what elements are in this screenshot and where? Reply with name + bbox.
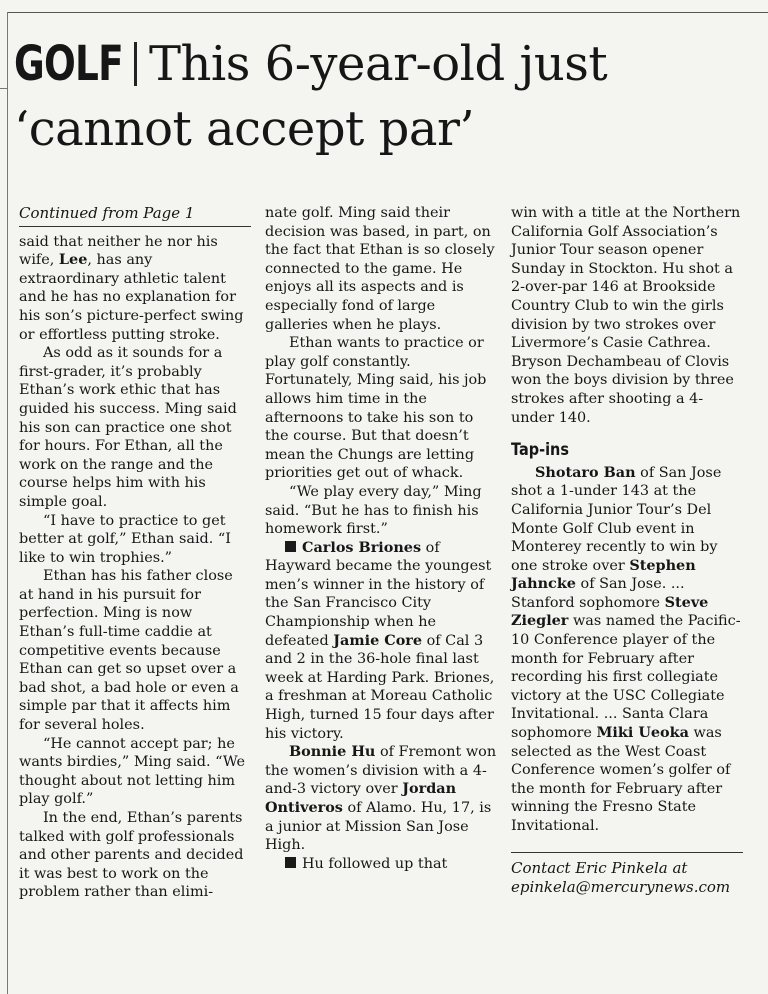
headline	[14, 34, 759, 159]
person-name: Carlos Briones	[302, 538, 422, 556]
left-rule	[7, 12, 8, 994]
paragraph: “He cannot accept par; he wants birdies,” Ming said. “We thought about not letting him play golf.”	[19, 735, 246, 808]
person-name: Shotaro Ban	[535, 463, 636, 481]
paragraph: “We play every day,” Ming said. “But he has to finish his homework first.”	[265, 483, 482, 538]
headline-line-1: This 6-year-old just	[149, 36, 608, 92]
paragraph: Ethan has his father close at hand in his pursuit for perfection. Ming is now Ethan’s full-time caddie at competitive events because Ethan can get so upset over a bad shot, a bad hole or even a simple par that it affects him for several holes.	[19, 568, 239, 734]
paragraph: win with a title at the Northern California Golf Association’s Junior Tour season opener Sunday in Stockton. Hu shot a 2-over-par 146 at Brookside Country Club to win the girls division by two strokes over Livermore’s Casie Cathrea. Bryson Dechambeau of Clovis won the boys division by three strokes after shooting a 4-under 140.	[511, 205, 741, 426]
paragraph: Ethan wants to practice or play golf constantly. Fortunately, Ming said, his job allows him time in the afternoons to take his son to the course. But that doesn’t mean the Chungs are letting priorities get out of whack.	[265, 335, 487, 482]
left-tick	[0, 88, 7, 89]
top-rule	[8, 12, 768, 13]
paragraph: Shotaro Ban of San Jose shot a 1-under 143 at the California Junior Tour’s Del Monte Golf Club event in Monterey recently to win by one stroke over Stephen Jahncke of San Jose. ... Stanford sophomore Steve Ziegler was named the Pacific-10 Conference player of the month for February after recording his first collegiate victory at the USC Collegiate Invitational. ... Santa Clara sophomore Miki Ueoka was selected as the West Coast Conference women’s golfer of the month for February after winning the Fresno State Invitational.	[511, 463, 741, 834]
person-name: Stephen Jahncke	[511, 556, 696, 593]
headline-line-2: ‘cannot accept par’	[14, 101, 475, 157]
continued-from: Continued from Page 1	[19, 204, 251, 227]
paragraph: Bonnie Hu of Fremont won the women’s division with a 4-and-3 victory over Jordan Ontiveros of Alamo. Hu, 17, is a junior at Mission San Jose High.	[265, 743, 497, 854]
tap-ins-subhead: Tap-ins	[511, 440, 569, 461]
paragraph: In the end, Ethan’s parents talked with golf professionals and other parents and decided it was best to work on the problem rather than elimi-	[19, 810, 244, 901]
paragraph: nate golf. Ming said their decision was based, in part, on the fact that Ethan is so closely connected to the game. He enjoys all its aspects and is especially fond of large galleries when he plays.	[265, 205, 495, 333]
column-1	[19, 204, 251, 902]
paragraph: As odd as it sounds for a first-grader, it’s probably Ethan’s work ethic that has guided his success. Ming said his son can practice one shot for hours. For Ethan, all the work on the range and the course helps him with his simple goal.	[19, 345, 237, 510]
person-name: Steve Ziegler	[511, 593, 709, 630]
square-bullet-icon	[285, 857, 296, 868]
kicker-separator	[134, 42, 137, 86]
paragraph: said that neither he nor his wife, Lee, has any extraordinary athletic talent and he has no explanation for his son’s picture-perfect swing or effortless putting stroke.	[19, 233, 244, 343]
square-bullet-icon	[285, 541, 296, 552]
contact-info	[511, 852, 743, 897]
paragraph: Carlos Briones of Hayward became the youngest men’s winner in the history of the San Francisco City Championship when he defeated Jamie Core of Cal 3 and 2 in the 36-hole final last week at Harding Park. Briones, a freshman at Moreau Catholic High, turned 15 four days after his victory.	[265, 538, 495, 742]
section-kicker: GOLF	[14, 36, 123, 92]
column-3	[511, 204, 743, 897]
column-2	[265, 204, 497, 873]
paragraph: “I have to practice to get better at golf,” Ethan said. “I like to win trophies.”	[19, 512, 231, 566]
contact-line: Contact Eric Pinkela at	[511, 858, 688, 877]
person-name: Lee	[58, 251, 88, 269]
person-name: Jordan Ontiveros	[265, 780, 457, 816]
paragraph: Hu followed up that	[265, 855, 497, 874]
contact-email: epinkela@mercurynews.com	[511, 877, 731, 896]
person-name: Jamie Core	[333, 631, 423, 649]
person-name: Miki Ueoka	[596, 724, 689, 742]
person-name: Bonnie Hu	[289, 743, 376, 761]
